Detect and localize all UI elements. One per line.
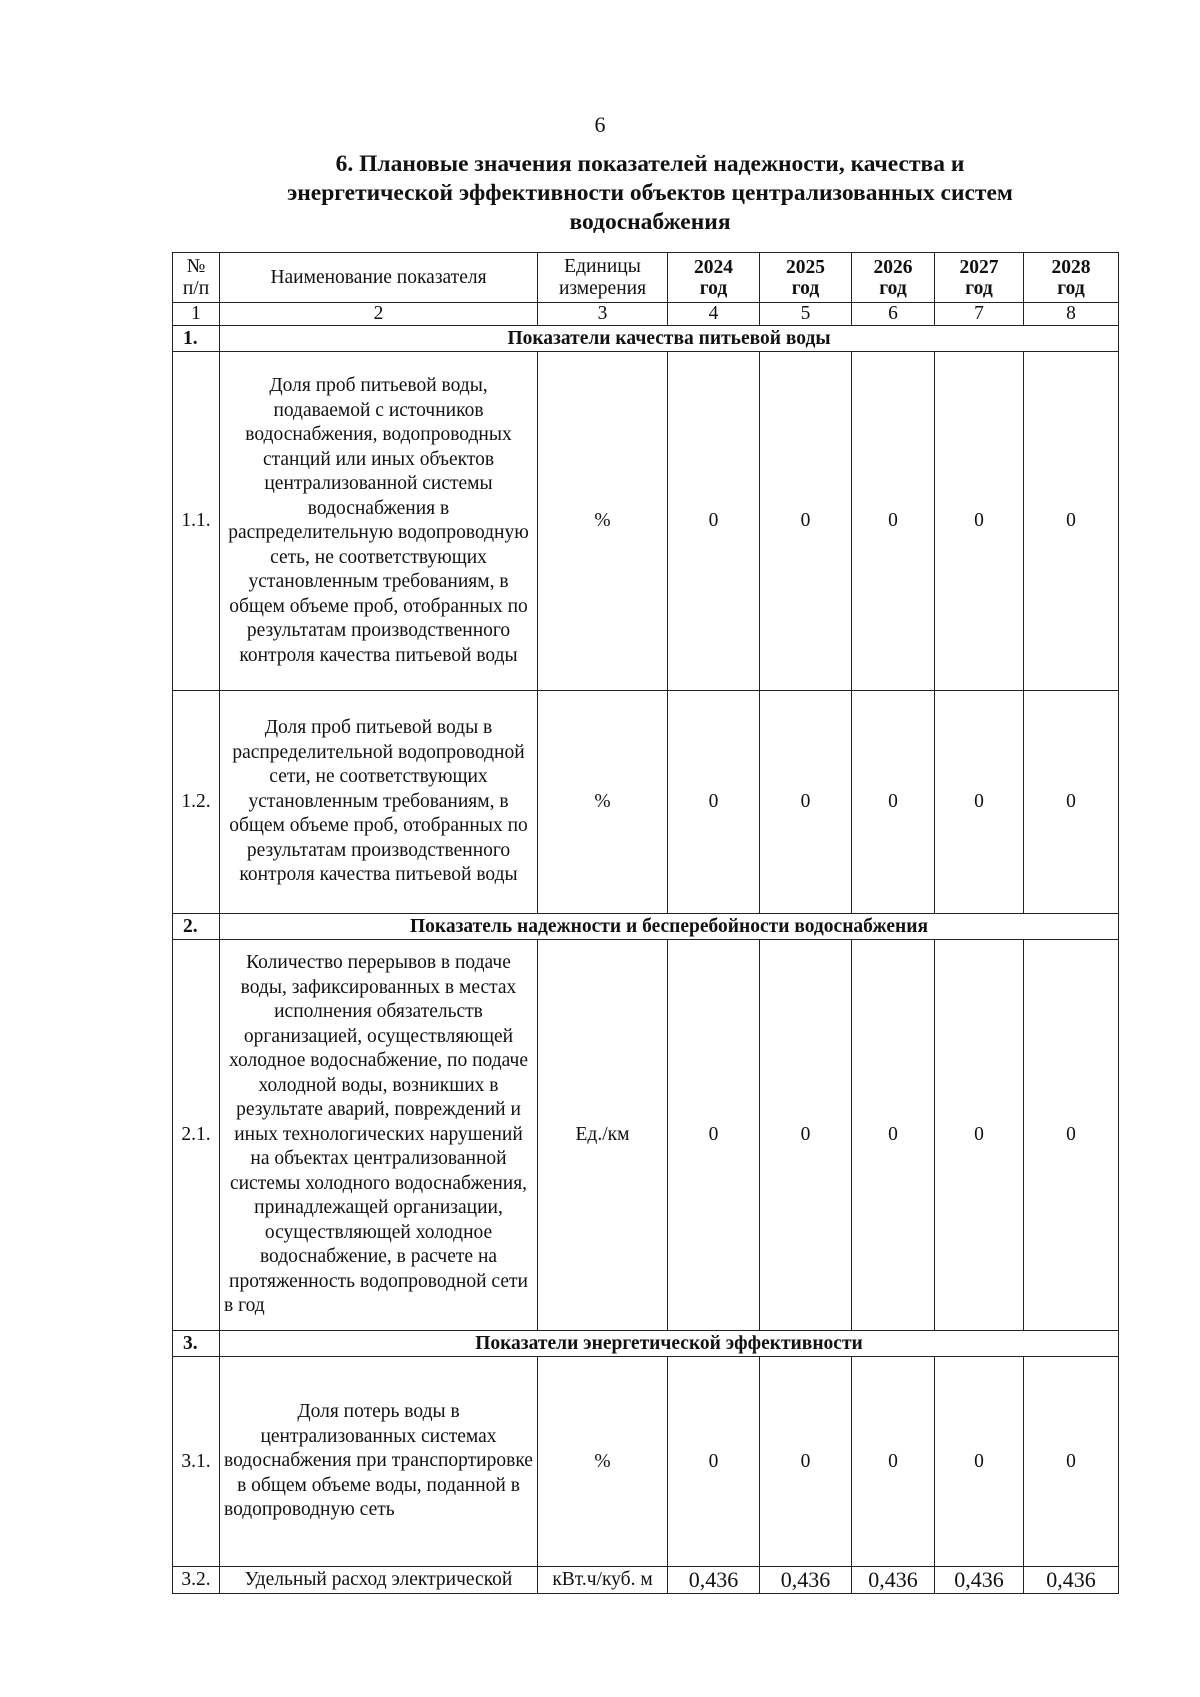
section-title: Показатели энергетической эффективности [220, 1331, 1119, 1357]
unit-cell: кВт.ч/куб. м [538, 1567, 668, 1594]
value-cell: 0 [760, 352, 852, 691]
column-number: 4 [668, 303, 760, 326]
unit-cell: % [538, 1357, 668, 1567]
header-year-2027: 2027 год [935, 253, 1024, 303]
row-code: 1.2. [173, 691, 220, 914]
table-row [173, 352, 1119, 691]
header-name: Наименование показателя [220, 253, 538, 303]
title-line-3: водоснабжения [569, 209, 731, 235]
column-number: 3 [538, 303, 668, 326]
column-numbers-row [173, 303, 1119, 326]
value-cell: 0,436 [1024, 1567, 1119, 1594]
header-row [173, 253, 1119, 303]
value-cell: 0 [935, 691, 1024, 914]
header-year-2024: 2024 год [668, 253, 760, 303]
table-row [173, 1357, 1119, 1567]
indicator-name: Количество перерывов в подаче воды, зафиксированных в местах исполнения обязательств организацией, осуществляющей холодное водоснабжение, по подаче холодной воды, возникших в результате аварий, повреждений и иных технологических нарушений на объектах централизованной системы холодного водоснабжения, принадлежащей организации, осуществляющей холодное водоснабжение, в расчете на протяженность водопроводной сети в год [220, 940, 538, 1331]
section-row-3 [173, 1331, 1119, 1357]
header-year-2028: 2028 год [1024, 253, 1119, 303]
value-cell: 0,436 [760, 1567, 852, 1594]
column-number: 6 [852, 303, 935, 326]
value-cell: 0 [1024, 940, 1119, 1331]
indicator-name: Доля потерь воды в централизованных системах водоснабжения при транспортировке в общем объеме воды, поданной в водопроводную сеть [220, 1357, 538, 1567]
unit-cell: Ед./км [538, 940, 668, 1331]
section-number: 2. [173, 914, 220, 940]
header-number: № п/п [173, 253, 220, 303]
indicators-table [172, 252, 1119, 1594]
indicator-name: Доля проб питьевой воды в распределительной водопроводной сети, не соответствующих установленным требованиям, в общем объеме проб, отобранных по результатам производственного контроля качества питьевой воды [220, 691, 538, 914]
header-year-2025: 2025 год [760, 253, 852, 303]
section-row-1 [173, 326, 1119, 352]
value-cell: 0 [760, 1357, 852, 1567]
value-cell: 0,436 [668, 1567, 760, 1594]
value-cell: 0 [1024, 1357, 1119, 1567]
table-row [173, 1567, 1119, 1594]
value-cell: 0 [1024, 352, 1119, 691]
column-number: 8 [1024, 303, 1119, 326]
row-code: 3.1. [173, 1357, 220, 1567]
section-number: 3. [173, 1331, 220, 1357]
value-cell: 0 [668, 352, 760, 691]
unit-cell: % [538, 352, 668, 691]
unit-cell: % [538, 691, 668, 914]
table-row [173, 940, 1119, 1331]
document-title [210, 150, 1090, 237]
table-row [173, 691, 1119, 914]
column-number: 2 [220, 303, 538, 326]
header-unit: Единицы измерения [538, 253, 668, 303]
value-cell: 0,436 [935, 1567, 1024, 1594]
column-number: 1 [173, 303, 220, 326]
value-cell: 0 [760, 940, 852, 1331]
title-line-1: 6. Плановые значения показателей надежности, качества и [335, 151, 965, 177]
section-title: Показатель надежности и бесперебойности водоснабжения [220, 914, 1119, 940]
value-cell: 0,436 [852, 1567, 935, 1594]
value-cell: 0 [668, 691, 760, 914]
section-row-2 [173, 914, 1119, 940]
section-title: Показатели качества питьевой воды [220, 326, 1119, 352]
row-code: 3.2. [173, 1567, 220, 1594]
indicator-name: Удельный расход электрической [220, 1567, 538, 1594]
page-number: 6 [594, 112, 606, 137]
row-code: 1.1. [173, 352, 220, 691]
value-cell: 0 [935, 1357, 1024, 1567]
indicator-name: Доля проб питьевой воды, подаваемой с источников водоснабжения, водопроводных станций или иных объектов централизованной системы водоснабжения в распределительную водопроводную сеть, не соответствующих установленным требованиям, в общем объеме проб, отобранных по результатам производственного контроля качества питьевой воды [220, 352, 538, 691]
value-cell: 0 [935, 940, 1024, 1331]
value-cell: 0 [852, 1357, 935, 1567]
value-cell: 0 [668, 940, 760, 1331]
value-cell: 0 [852, 940, 935, 1331]
value-cell: 0 [852, 352, 935, 691]
value-cell: 0 [935, 352, 1024, 691]
column-number: 5 [760, 303, 852, 326]
value-cell: 0 [668, 1357, 760, 1567]
value-cell: 0 [760, 691, 852, 914]
value-cell: 0 [852, 691, 935, 914]
header-year-2026: 2026 год [852, 253, 935, 303]
section-number: 1. [173, 326, 220, 352]
column-number: 7 [935, 303, 1024, 326]
row-code: 2.1. [173, 940, 220, 1331]
value-cell: 0 [1024, 691, 1119, 914]
title-line-2: энергетической эффективности объектов централизованных систем [287, 180, 1013, 206]
